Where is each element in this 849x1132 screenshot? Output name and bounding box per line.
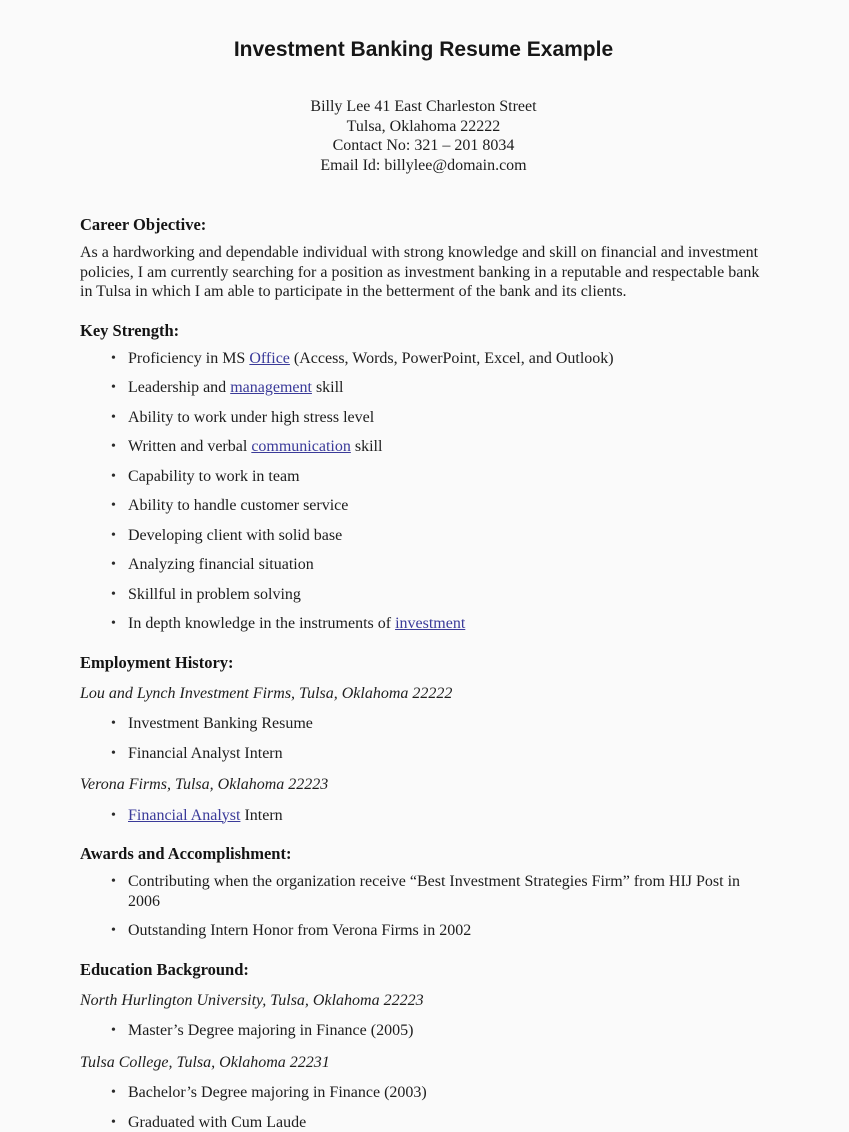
bullet-item: [80, 744, 767, 764]
school-name: North Hurlington University, Tulsa, Oklahoma 22223: [80, 991, 767, 1011]
bullet-item: [80, 1021, 767, 1041]
text-segment: Master’s Degree majoring in Finance (2005): [128, 1022, 413, 1039]
education-bullet-list: [80, 1083, 767, 1132]
school-name: Tulsa College, Tulsa, Oklahoma 22231: [80, 1053, 767, 1073]
education-bullet-list: [80, 1021, 767, 1041]
bullet-item: [80, 806, 767, 826]
key-strength-list: [80, 349, 767, 634]
text-segment: Ability to handle customer service: [128, 497, 348, 514]
text-segment: Financial Analyst Intern: [128, 745, 283, 762]
bullet-item: [80, 378, 767, 398]
text-segment: Developing client with solid base: [128, 527, 342, 544]
document-title: Investment Banking Resume Example: [80, 38, 767, 62]
bullet-item: [80, 349, 767, 369]
bullet-item: [80, 872, 767, 911]
text-segment: Leadership and: [128, 379, 230, 396]
text-segment: Proficiency in MS: [128, 350, 249, 367]
career-objective-paragraph: As a hardworking and dependable individual with strong knowledge and skill on financial and investment policies, I am currently searching for a position as investment banking in a reputable and respectable bank in Tulsa in which I am able to participate in the betterment of the bank and its clients.: [80, 243, 767, 302]
text-segment: In depth knowledge in the instruments of: [128, 615, 395, 632]
education-heading: Education Background:: [80, 960, 767, 979]
key-strength-heading: Key Strength:: [80, 321, 767, 340]
employment-bullet-list: [80, 806, 767, 826]
text-segment: Bachelor’s Degree majoring in Finance (2003): [128, 1084, 427, 1101]
inline-link[interactable]: management: [230, 379, 312, 396]
employment-bullet-list: [80, 714, 767, 763]
employment-history-heading: Employment History:: [80, 653, 767, 672]
bullet-item: [80, 1113, 767, 1132]
inline-link[interactable]: Office: [249, 350, 290, 367]
employer-name: Lou and Lynch Investment Firms, Tulsa, Oklahoma 22222: [80, 684, 767, 704]
contact-name-address: Billy Lee 41 East Charleston Street: [80, 97, 767, 117]
text-segment: Written and verbal: [128, 438, 251, 455]
career-objective-heading: Career Objective:: [80, 215, 767, 234]
text-segment: Contributing when the organization receive “Best Investment Strategies Firm” from HIJ Post in 2006: [128, 873, 740, 910]
section-employment-history: [80, 653, 767, 826]
awards-heading: Awards and Accomplishment:: [80, 844, 767, 863]
text-segment: Outstanding Intern Honor from Verona Firms in 2002: [128, 922, 471, 939]
text-segment: skill: [351, 438, 383, 455]
text-segment: Investment Banking Resume: [128, 715, 313, 732]
awards-bullet-list: [80, 872, 767, 941]
bullet-item: [80, 714, 767, 734]
text-segment: Intern: [240, 807, 282, 824]
inline-link[interactable]: Financial Analyst: [128, 807, 240, 824]
contact-email: Email Id: billylee@domain.com: [80, 156, 767, 176]
text-segment: Skillful in problem solving: [128, 586, 301, 603]
contact-phone: Contact No: 321 – 201 8034: [80, 136, 767, 156]
text-segment: Graduated with Cum Laude: [128, 1114, 306, 1131]
employer-name: Verona Firms, Tulsa, Oklahoma 22223: [80, 775, 767, 795]
text-segment: Analyzing financial situation: [128, 556, 314, 573]
inline-link[interactable]: communication: [251, 438, 351, 455]
bullet-item: [80, 921, 767, 941]
bullet-item: [80, 496, 767, 516]
bullet-item: [80, 555, 767, 575]
bullet-item: [80, 526, 767, 546]
text-segment: skill: [312, 379, 344, 396]
bullet-item: [80, 585, 767, 605]
section-awards: [80, 844, 767, 941]
section-key-strength: [80, 321, 767, 634]
section-career-objective: [80, 215, 767, 302]
bullet-item: [80, 467, 767, 487]
contact-city-state-zip: Tulsa, Oklahoma 22222: [80, 117, 767, 137]
bullet-item: [80, 614, 767, 634]
text-segment: (Access, Words, PowerPoint, Excel, and Outlook): [290, 350, 614, 367]
section-education: [80, 960, 767, 1132]
bullet-item: [80, 437, 767, 457]
text-segment: Ability to work under high stress level: [128, 409, 374, 426]
bullet-item: [80, 1083, 767, 1103]
text-segment: Capability to work in team: [128, 468, 300, 485]
contact-block: [80, 97, 767, 175]
bullet-item: [80, 408, 767, 428]
inline-link[interactable]: investment: [395, 615, 465, 632]
